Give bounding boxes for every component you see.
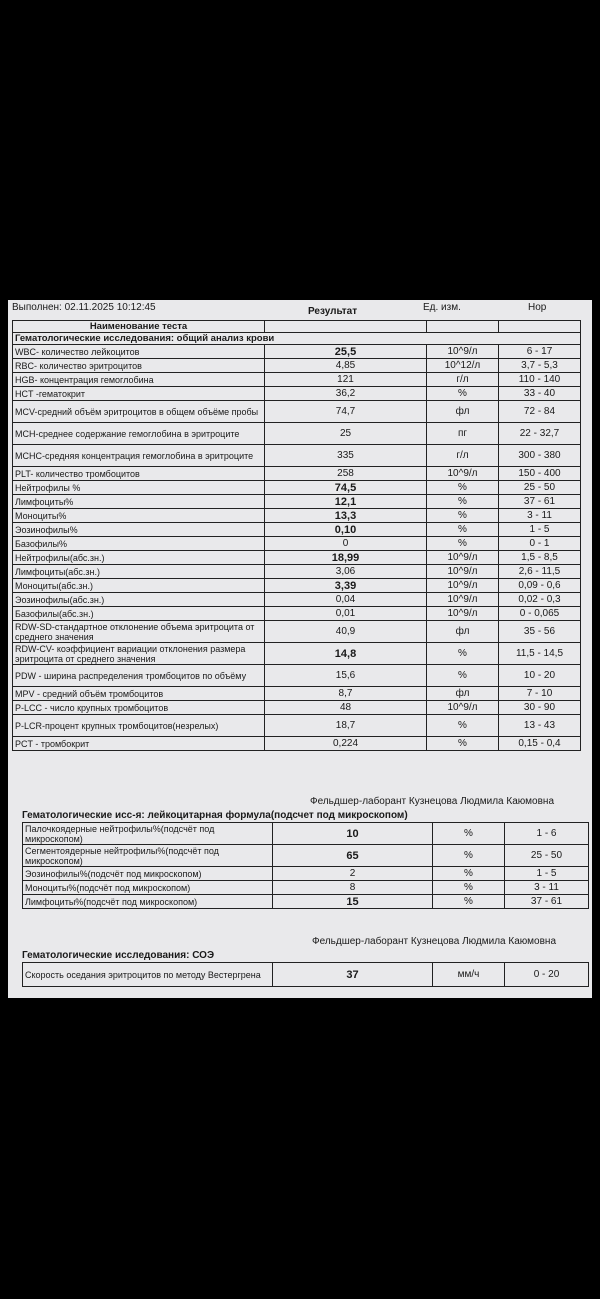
- test-name: Нейтрофилы(абс.зн.): [13, 551, 265, 565]
- performed-date: Выполнен: 02.11.2025 10:12:45: [12, 302, 156, 313]
- table-row: [13, 579, 581, 593]
- reference-range: 3 - 11: [505, 881, 589, 895]
- test-name: MCH-среднее содержание гемоглобина в эритроците: [13, 423, 265, 445]
- reference-range: 0 - 20: [505, 963, 589, 987]
- reference-range: 11,5 - 14,5: [499, 643, 581, 665]
- reference-range: 1 - 5: [499, 523, 581, 537]
- table-row: [13, 509, 581, 523]
- unit: %: [433, 867, 505, 881]
- unit: г/л: [427, 373, 499, 387]
- unit: %: [427, 665, 499, 687]
- test-name: MPV - средний объём тромбоцитов: [13, 687, 265, 701]
- test-name: PLT- количество тромбоцитов: [13, 467, 265, 481]
- unit: фл: [427, 401, 499, 423]
- test-name: HGB- концентрация гемоглобина: [13, 373, 265, 387]
- test-name: Лимфоциты%: [13, 495, 265, 509]
- test-name: Палочкоядерные нейтрофилы%(подсчёт под микроскопом): [23, 823, 273, 845]
- unit: %: [427, 523, 499, 537]
- result-value: 25: [265, 423, 427, 445]
- unit: %: [433, 845, 505, 867]
- table-row: [13, 665, 581, 687]
- result-value: 48: [265, 701, 427, 715]
- result-value: 15: [273, 895, 433, 909]
- reference-range: 2,6 - 11,5: [499, 565, 581, 579]
- test-name: PCT - тромбокрит: [13, 737, 265, 751]
- reference-range: 6 - 17: [499, 345, 581, 359]
- unit: 10^9/л: [427, 565, 499, 579]
- unit: 10^9/л: [427, 701, 499, 715]
- section1-title: Гематологические исследования: общий анализ крови: [13, 333, 581, 345]
- result-value: 4,85: [265, 359, 427, 373]
- reference-range: 0 - 0,065: [499, 607, 581, 621]
- result-value: 13,3: [265, 509, 427, 523]
- unit: фл: [427, 621, 499, 643]
- table-row: [13, 401, 581, 423]
- reference-range: 0 - 1: [499, 537, 581, 551]
- column-ref-header: Нор: [528, 302, 547, 313]
- table-row: [13, 523, 581, 537]
- unit: %: [427, 387, 499, 401]
- table-row: [13, 737, 581, 751]
- result-value: 121: [265, 373, 427, 387]
- table-row: [13, 481, 581, 495]
- result-value: 65: [273, 845, 433, 867]
- reference-range: 0,02 - 0,3: [499, 593, 581, 607]
- unit: %: [427, 495, 499, 509]
- result-value: 2: [273, 867, 433, 881]
- section1-signature: Фельдшер-лаборант Кузнецова Людмила Каюмовна: [310, 796, 555, 807]
- test-name: RDW-CV- коэффициент вариации отклонения размера эритроцита от среднего значения: [13, 643, 265, 665]
- reference-range: 72 - 84: [499, 401, 581, 423]
- result-value: 18,7: [265, 715, 427, 737]
- test-name: PDW - ширина распределения тромбоцитов по объёму: [13, 665, 265, 687]
- unit: пг: [427, 423, 499, 445]
- result-value: 0,10: [265, 523, 427, 537]
- result-value: 15,6: [265, 665, 427, 687]
- section2-signature: Фельдшер-лаборант Кузнецова Людмила Каюмовна: [312, 936, 557, 947]
- table-row: [13, 715, 581, 737]
- test-name: Базофилы(абс.зн.): [13, 607, 265, 621]
- unit: %: [433, 881, 505, 895]
- table-row: [23, 823, 589, 845]
- unit: 10^9/л: [427, 593, 499, 607]
- reference-range: 0,15 - 0,4: [499, 737, 581, 751]
- test-name: Лимфоциты(абс.зн.): [13, 565, 265, 579]
- column-test-name-header: Наименование теста: [13, 321, 265, 333]
- table-row: [13, 565, 581, 579]
- table-row: [13, 687, 581, 701]
- reference-range: 7 - 10: [499, 687, 581, 701]
- result-value: 37: [273, 963, 433, 987]
- table-row: [13, 445, 581, 467]
- unit: г/л: [427, 445, 499, 467]
- unit: 10^9/л: [427, 467, 499, 481]
- unit: %: [427, 643, 499, 665]
- unit: %: [427, 537, 499, 551]
- reference-range: 25 - 50: [505, 845, 589, 867]
- table-row: [13, 373, 581, 387]
- reference-range: 33 - 40: [499, 387, 581, 401]
- table-row: [13, 387, 581, 401]
- unit: мм/ч: [433, 963, 505, 987]
- unit: %: [427, 737, 499, 751]
- reference-range: 1,5 - 8,5: [499, 551, 581, 565]
- reference-range: 37 - 61: [505, 895, 589, 909]
- reference-range: 150 - 400: [499, 467, 581, 481]
- reference-range: 25 - 50: [499, 481, 581, 495]
- lab-report-sheet: [8, 300, 592, 998]
- table-row: [13, 621, 581, 643]
- result-value: 8,7: [265, 687, 427, 701]
- column-result-header: Результат: [308, 306, 358, 317]
- result-value: 12,1: [265, 495, 427, 509]
- table-row: [13, 467, 581, 481]
- table-row: [13, 593, 581, 607]
- test-name: Эозинофилы(абс.зн.): [13, 593, 265, 607]
- reference-range: 30 - 90: [499, 701, 581, 715]
- table-row: [23, 881, 589, 895]
- report-header: [8, 300, 592, 320]
- test-name: Моноциты%: [13, 509, 265, 523]
- result-value: 36,2: [265, 387, 427, 401]
- unit: %: [427, 715, 499, 737]
- table-row: [13, 701, 581, 715]
- result-value: 0: [265, 537, 427, 551]
- result-value: 0,224: [265, 737, 427, 751]
- test-name: P-LCR-процент крупных тромбоцитов(незрелых): [13, 715, 265, 737]
- test-name: P-LCC - число крупных тромбоцитов: [13, 701, 265, 715]
- test-name: Моноциты(абс.зн.): [13, 579, 265, 593]
- test-name: HCT -гематокрит: [13, 387, 265, 401]
- general-blood-test-table: [12, 320, 581, 751]
- table-row: [13, 643, 581, 665]
- reference-range: 110 - 140: [499, 373, 581, 387]
- reference-range: 1 - 6: [505, 823, 589, 845]
- test-name: MCHC-средняя концентрация гемоглобина в эритроците: [13, 445, 265, 467]
- reference-range: 22 - 32,7: [499, 423, 581, 445]
- test-name: Сегментоядерные нейтрофилы%(подсчёт под микроскопом): [23, 845, 273, 867]
- result-value: 14,8: [265, 643, 427, 665]
- column-unit-header: Ед. изм.: [423, 302, 461, 313]
- esr-table: [22, 962, 589, 987]
- test-name: RDW-SD-стандартное отклонение объема эритроцита от среднего значения: [13, 621, 265, 643]
- result-value: 0,01: [265, 607, 427, 621]
- test-name: RBC- количество эритроцитов: [13, 359, 265, 373]
- unit: %: [433, 895, 505, 909]
- table-row: [13, 551, 581, 565]
- result-value: 40,9: [265, 621, 427, 643]
- reference-range: 1 - 5: [505, 867, 589, 881]
- unit: фл: [427, 687, 499, 701]
- table-row: [23, 963, 589, 987]
- unit: 10^9/л: [427, 551, 499, 565]
- unit: 10^9/л: [427, 607, 499, 621]
- table-row: [13, 359, 581, 373]
- result-value: 18,99: [265, 551, 427, 565]
- result-value: 25,5: [265, 345, 427, 359]
- result-value: 74,7: [265, 401, 427, 423]
- unit: %: [427, 481, 499, 495]
- table-row: [13, 607, 581, 621]
- unit: 10^12/л: [427, 359, 499, 373]
- result-value: 10: [273, 823, 433, 845]
- result-value: 258: [265, 467, 427, 481]
- table-row: [13, 495, 581, 509]
- reference-range: 13 - 43: [499, 715, 581, 737]
- table-row: [23, 867, 589, 881]
- table-row: [13, 345, 581, 359]
- result-value: 74,5: [265, 481, 427, 495]
- table-row: [23, 895, 589, 909]
- reference-range: 3 - 11: [499, 509, 581, 523]
- reference-range: 10 - 20: [499, 665, 581, 687]
- result-value: 335: [265, 445, 427, 467]
- section2-title: Гематологические исс-я: лейкоцитарная формула(подсчет под микроскопом): [22, 810, 408, 821]
- table-row: [23, 845, 589, 867]
- reference-range: 0,09 - 0,6: [499, 579, 581, 593]
- unit: %: [427, 509, 499, 523]
- test-name: Базофилы%: [13, 537, 265, 551]
- test-name: MCV-средний объём эритроцитов в общем объёме пробы: [13, 401, 265, 423]
- result-value: 3,39: [265, 579, 427, 593]
- reference-range: 3,7 - 5,3: [499, 359, 581, 373]
- table-row: [13, 537, 581, 551]
- test-name: WBC- количество лейкоцитов: [13, 345, 265, 359]
- section3-title: Гематологические исследования: СОЭ: [22, 950, 215, 961]
- unit: 10^9/л: [427, 345, 499, 359]
- test-name: Нейтрофилы %: [13, 481, 265, 495]
- reference-range: 35 - 56: [499, 621, 581, 643]
- result-value: 8: [273, 881, 433, 895]
- reference-range: 300 - 380: [499, 445, 581, 467]
- test-name: Эозинофилы%(подсчёт под микроскопом): [23, 867, 273, 881]
- test-name: Скорость оседания эритроцитов по методу Вестергрена: [23, 963, 273, 987]
- result-value: 0,04: [265, 593, 427, 607]
- test-name: Эозинофилы%: [13, 523, 265, 537]
- unit: %: [433, 823, 505, 845]
- test-name: Моноциты%(подсчёт под микроскопом): [23, 881, 273, 895]
- table-row: [13, 423, 581, 445]
- unit: 10^9/л: [427, 579, 499, 593]
- test-name: Лимфоциты%(подсчёт под микроскопом): [23, 895, 273, 909]
- result-value: 3,06: [265, 565, 427, 579]
- leukocyte-formula-table: [22, 822, 589, 909]
- reference-range: 37 - 61: [499, 495, 581, 509]
